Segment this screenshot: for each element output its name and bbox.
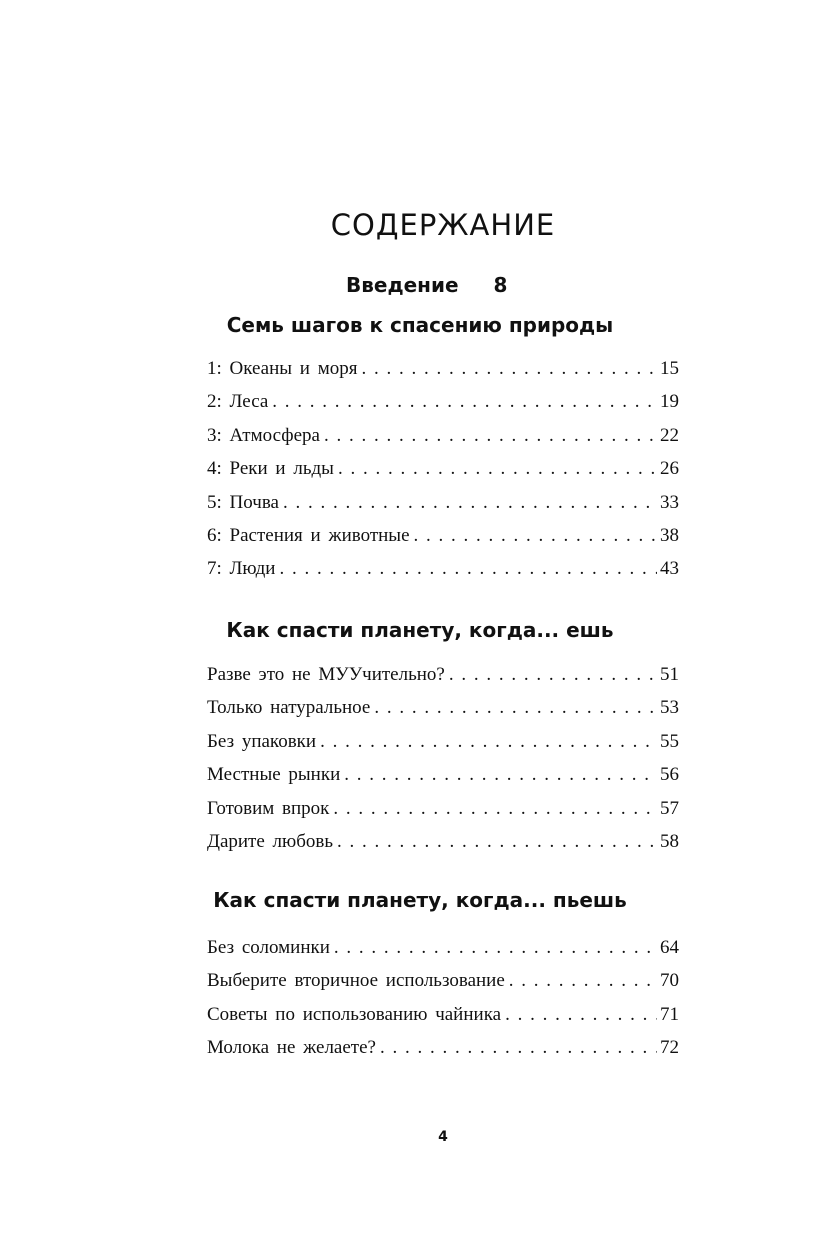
toc-entry-page: 72 — [660, 1037, 679, 1059]
toc-entry — [207, 525, 679, 558]
toc-entry-page: 19 — [660, 391, 679, 413]
toc-entry — [207, 425, 679, 458]
page-title: СОДЕРЖАНИЕ — [330, 208, 556, 242]
toc-entry — [207, 764, 679, 797]
toc-entry-label: Только натуральное — [207, 697, 371, 719]
toc-entry — [207, 1037, 679, 1070]
section-heading: Как спасти планету, когда... пьешь — [213, 888, 627, 912]
toc-entry-label: Местные рынки — [207, 764, 341, 786]
toc-entry-label: 2: Леса — [207, 391, 269, 413]
toc-entry — [207, 458, 679, 491]
section-heading: Как спасти планету, когда... ешь — [226, 618, 614, 642]
toc-list — [207, 664, 679, 864]
toc-entry — [207, 664, 679, 697]
toc-entry-label: 6: Растения и животные — [207, 524, 410, 546]
dot-leader — [283, 492, 657, 514]
toc-entry-page: 70 — [660, 970, 679, 992]
toc-entry-label: Выберите вторичное использование — [207, 970, 505, 992]
toc-entry-page: 51 — [660, 664, 679, 685]
toc-intro — [346, 273, 507, 297]
toc-entry-label: 5: Почва — [207, 491, 279, 513]
toc-entry-page: 38 — [660, 524, 679, 546]
toc-entry-label: 4: Реки и льды — [207, 458, 334, 480]
dot-leader — [505, 1004, 657, 1026]
section-heading: Семь шагов к спасению природы — [226, 313, 614, 337]
toc-entry — [207, 391, 679, 424]
dot-leader — [344, 764, 657, 786]
toc-entry-label: Готовим впрок — [207, 797, 330, 819]
toc-entry-page: 43 — [660, 558, 679, 580]
toc-entry-page: 26 — [660, 458, 679, 480]
dot-leader — [324, 425, 657, 447]
dot-leader — [414, 525, 658, 547]
toc-entry-page: 22 — [660, 424, 679, 446]
toc-entry-label: Без соломинки — [207, 937, 330, 958]
toc-entry — [207, 697, 679, 730]
toc-list — [207, 358, 679, 592]
page-number: 4 — [438, 1129, 448, 1145]
toc-intro-label: Введение — [346, 273, 459, 297]
toc-entry-page: 56 — [660, 764, 679, 786]
toc-entry-label: Разве это не МУУчительно? — [207, 664, 445, 685]
toc-entry-label: Без упаковки — [207, 730, 317, 752]
toc-entry-page: 33 — [660, 491, 679, 513]
toc-entry — [207, 731, 679, 764]
toc-entry — [207, 970, 679, 1003]
toc-entry — [207, 831, 679, 864]
toc-entry-page: 15 — [660, 358, 679, 379]
toc-entry-page: 53 — [660, 697, 679, 719]
toc-entry-label: Советы по использованию чайника — [207, 1003, 502, 1025]
toc-entry-page: 64 — [660, 937, 679, 958]
toc-entry-label: 1: Океаны и моря — [207, 358, 358, 379]
dot-leader — [272, 391, 657, 413]
toc-entry — [207, 937, 679, 970]
toc-entry — [207, 1004, 679, 1037]
dot-leader — [509, 970, 657, 992]
dot-leader — [449, 664, 657, 686]
toc-entry-label: 3: Атмосфера — [207, 424, 320, 446]
dot-leader — [338, 458, 657, 480]
toc-intro-page: 8 — [493, 273, 508, 297]
toc-entry-label: 7: Люди — [207, 558, 276, 580]
dot-leader — [334, 937, 657, 959]
toc-entry — [207, 492, 679, 525]
dot-leader — [374, 697, 657, 719]
toc-list — [207, 937, 679, 1071]
toc-entry — [207, 798, 679, 831]
dot-leader — [333, 798, 657, 820]
dot-leader — [337, 831, 657, 853]
toc-entry — [207, 558, 679, 591]
toc-entry-page: 55 — [660, 730, 679, 752]
toc-entry-label: Дарите любовь — [207, 830, 334, 852]
toc-entry-label: Молока не желаете? — [207, 1037, 376, 1059]
toc-entry — [207, 358, 679, 391]
dot-leader — [320, 731, 657, 753]
dot-leader — [361, 358, 657, 380]
toc-entry-page: 58 — [660, 830, 679, 852]
toc-entry-page: 71 — [660, 1003, 679, 1025]
dot-leader — [380, 1037, 657, 1059]
dot-leader — [279, 558, 657, 580]
toc-entry-page: 57 — [660, 797, 679, 819]
